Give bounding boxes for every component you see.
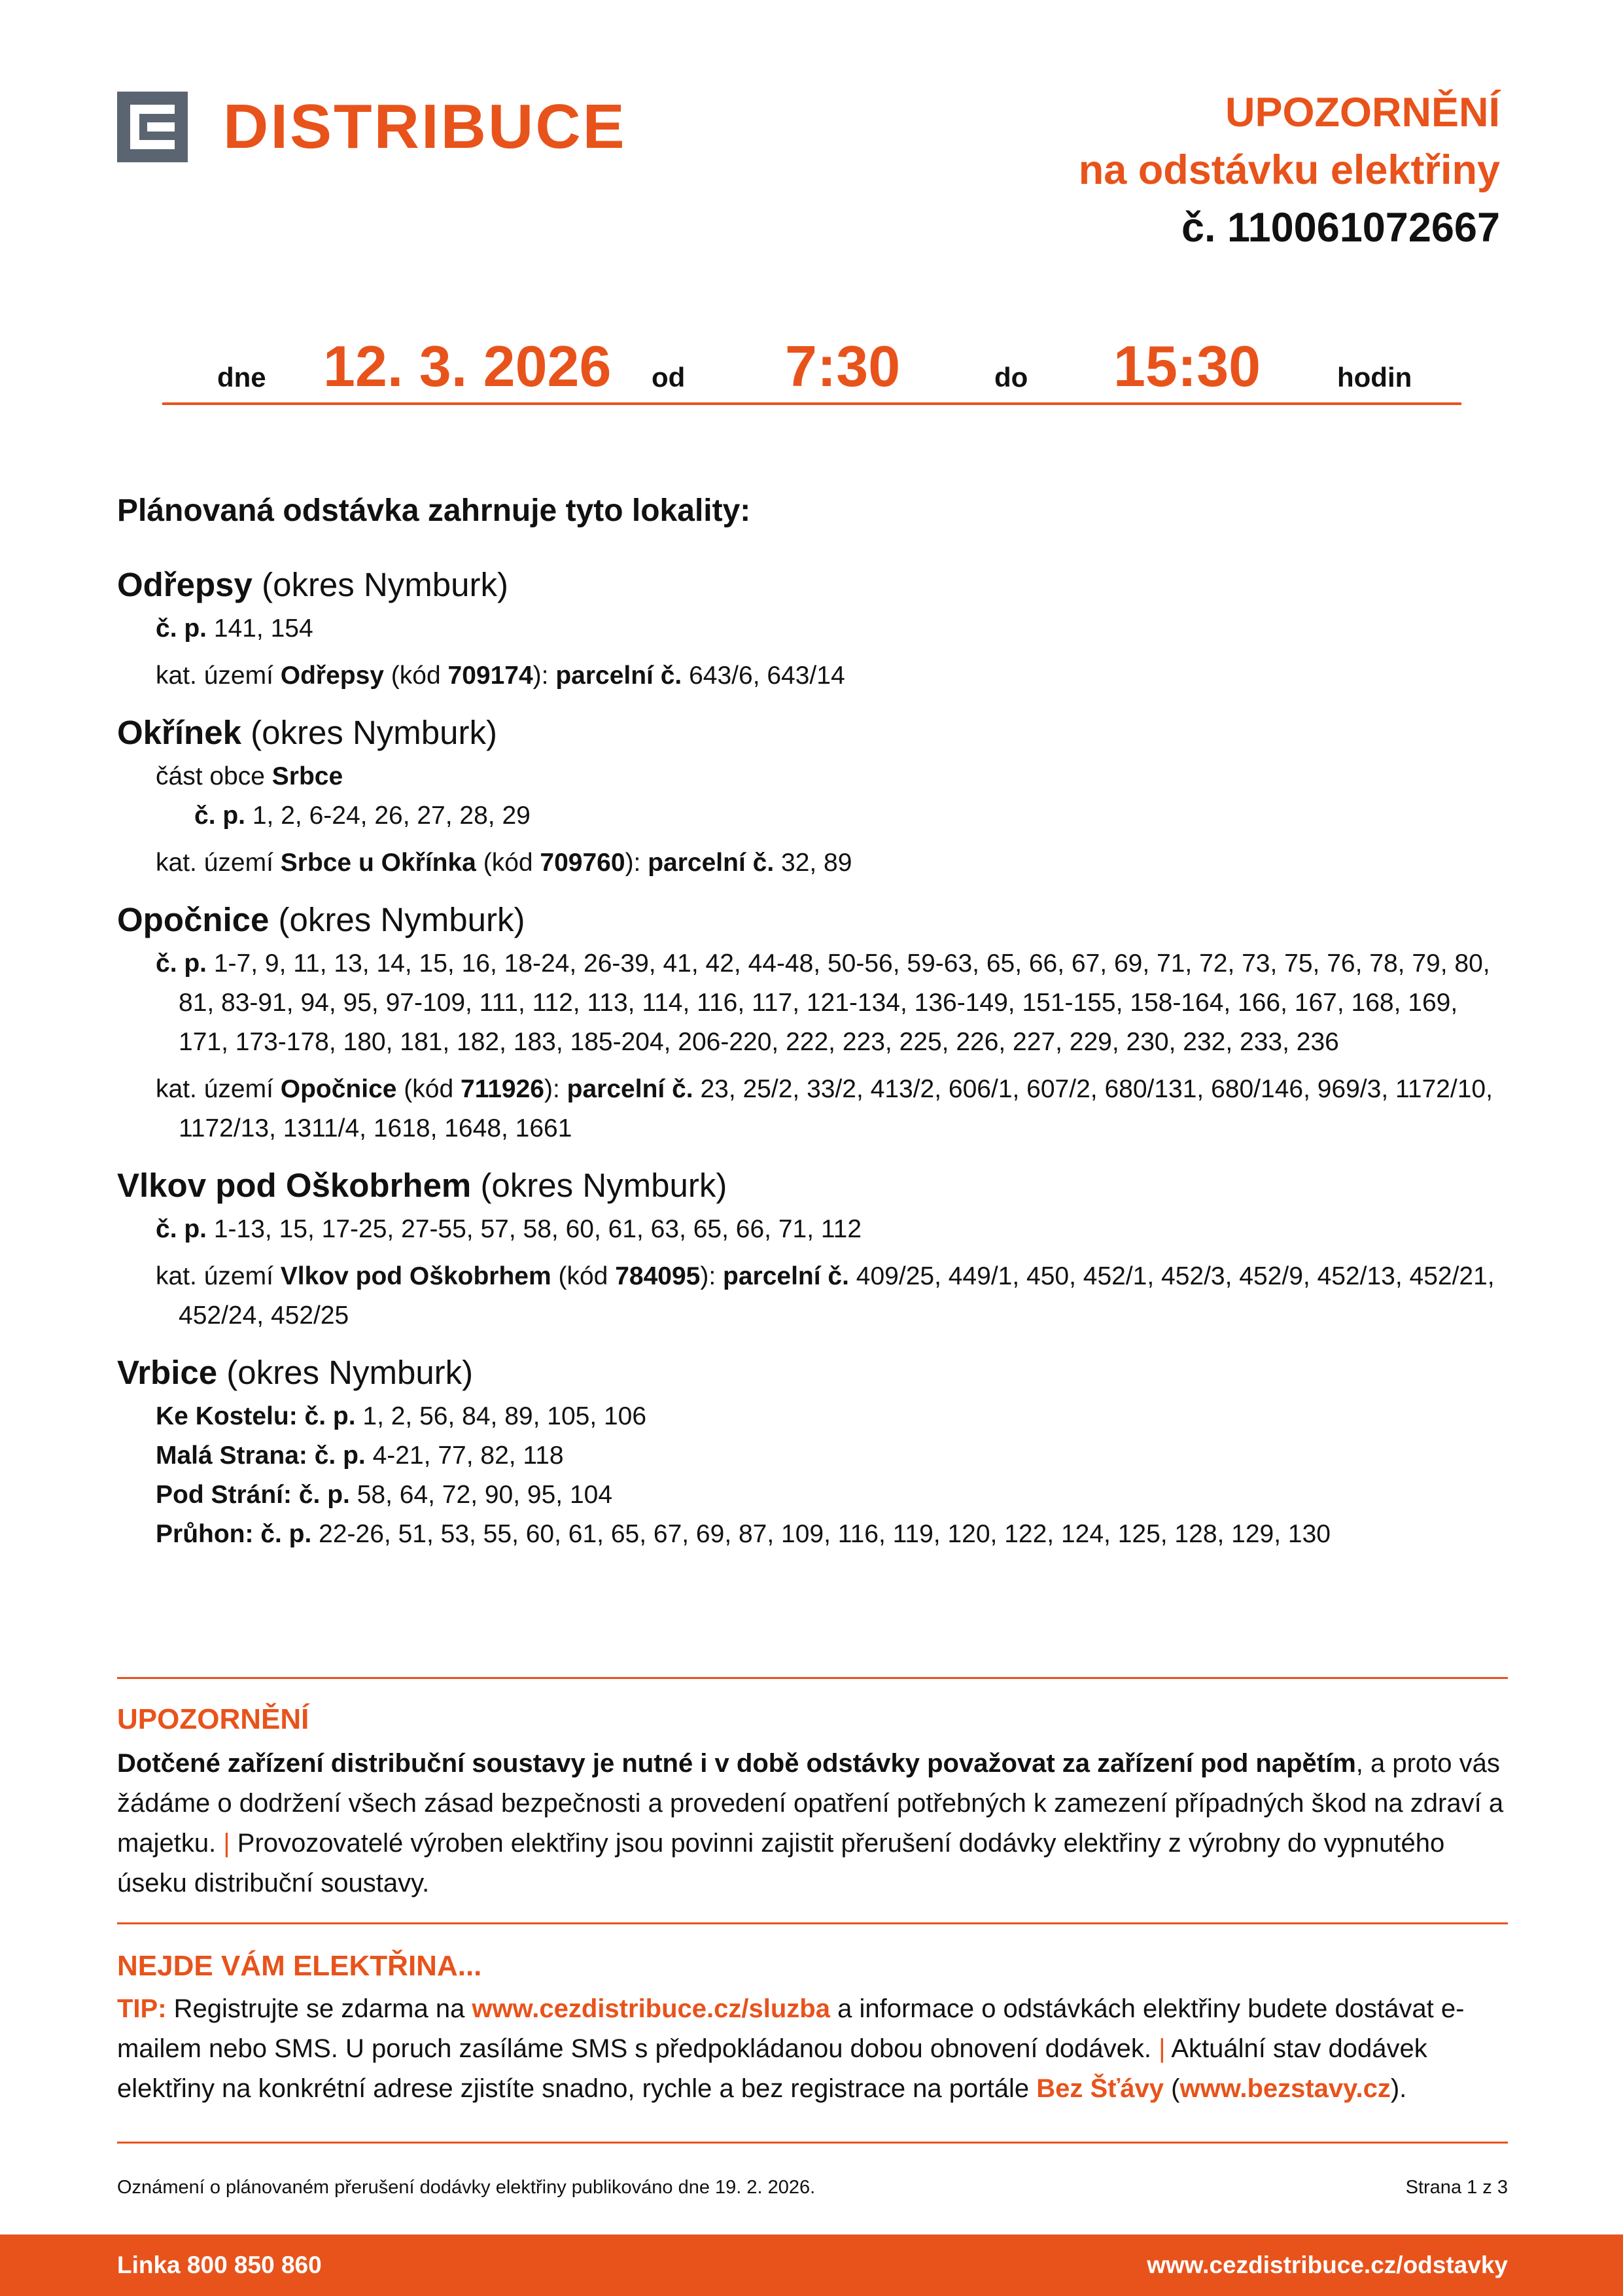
hodin-label: hodin: [1337, 362, 1412, 393]
localities: [117, 487, 1510, 1554]
tip-title: NEJDE VÁM ELEKTŘINA...: [117, 1950, 482, 1982]
notice-title: UPOZORNĚNÍ: [1225, 90, 1500, 135]
locality-vrbice: Vrbice (okres Nymburk): [117, 1354, 474, 1391]
bezstavy-link[interactable]: www.bezstavy.cz: [1179, 2074, 1391, 2103]
footer-bar: [0, 2234, 1623, 2296]
tip-label: TIP:: [117, 1994, 167, 2023]
outage-start-time: 7:30: [785, 334, 901, 398]
dne-label: dne: [217, 362, 266, 393]
vrbice-street: Ke Kostelu: č. p. 1, 2, 56, 84, 89, 105, 106: [156, 1402, 647, 1430]
schedule-band: [162, 327, 1461, 405]
notice-subtitle: na odstávku elektřiny: [1078, 147, 1500, 193]
do-label: do: [994, 362, 1028, 393]
separator: |: [223, 1829, 230, 1858]
opocnice-parcels: kat. území Opočnice (kód 711926): parcelní č. 23, 25/2, 33/2, 413/2, 606/1, 607/2, 680/131, 680/146, 969/3, 1172/10, 1172/13, 1311/4, 1618, 1648, 1661: [156, 1075, 1493, 1142]
outages-link[interactable]: www.cezdistribuce.cz/odstavky: [1147, 2252, 1508, 2278]
tip-text: TIP: Registrujte se zdarma na www.cezdistribuce.cz/sluzba a informace o odstávkách elektřiny budete dostávat e-mailem nebo SMS. U poruch zasíláme SMS s předpokládanou dobou obnovení dodávek. | Aktuální stav dodávek elektřiny na konkrétní adrese zjistíte snadno, rychle a bez registrace na portále Bez Šťávy (www.bezstavy.cz).: [117, 1994, 1465, 2103]
brand-name: DISTRIBUCE: [223, 92, 627, 162]
cez-logo-icon: [117, 92, 188, 162]
vrbice-street: Pod Strání: č. p. 58, 64, 72, 90, 95, 104: [156, 1481, 613, 1509]
vrbice-street: Malá Strana: č. p. 4-21, 77, 82, 118: [156, 1441, 564, 1470]
warning-title: UPOZORNĚNÍ: [117, 1703, 309, 1735]
locality-vlkov: Vlkov pod Oškobrhem (okres Nymburk): [117, 1167, 727, 1204]
odrepsy-house-numbers: č. p. 141, 154: [156, 614, 313, 643]
publication-note: Oznámení o plánovaném přerušení dodávky elektřiny publikováno dne 19. 2. 2026.: [117, 2177, 816, 2198]
outage-end-time: 15:30: [1113, 334, 1261, 398]
service-link[interactable]: www.cezdistribuce.cz/sluzba: [472, 1994, 830, 2023]
localities-heading: Plánovaná odstávka zahrnuje tyto lokality:: [117, 493, 751, 528]
bezstavy-brand: Bez Šťávy: [1036, 2074, 1164, 2103]
brand-logo: [117, 92, 627, 162]
okrinek-parcels: kat. území Srbce u Okřínka (kód 709760): parcelní č. 32, 89: [156, 849, 852, 877]
okrinek-house-numbers: č. p. 1, 2, 6-24, 26, 27, 28, 29: [194, 802, 531, 830]
locality-odrepsy: Odřepsy (okres Nymburk): [117, 566, 508, 603]
divider: [117, 2142, 1508, 2144]
opocnice-house-numbers: č. p. 1-7, 9, 11, 13, 14, 15, 16, 18-24, 26-39, 41, 42, 44-48, 50-56, 59-63, 65, 66, 67, 69, 71, 72, 73, 75, 76, 78, 79, 80, 81, 83-91, 94, 95, 97-109, 111, 112, 113, 114, 116, 117, 121-134, 136-149, 151-155, 158-164, 166, 167, 168, 169, 171, 173-178, 180, 181, 182, 183, 185-204, 206-220, 222, 223, 225, 226, 227, 229, 230, 232, 233, 236: [156, 949, 1490, 1056]
od-label: od: [652, 362, 686, 393]
divider: [117, 1677, 1508, 1679]
locality-opocnice: Opočnice (okres Nymburk): [117, 901, 525, 938]
notice-number: č. 110061072667: [1181, 205, 1500, 251]
separator: |: [1159, 2034, 1166, 2063]
hotline[interactable]: Linka 800 850 860: [117, 2252, 322, 2278]
locality-okrinek: Okřínek (okres Nymburk): [117, 714, 497, 751]
outage-date: 12. 3. 2026: [323, 334, 612, 398]
divider: [117, 1922, 1508, 1924]
okrinek-part: část obce Srbce: [156, 762, 343, 790]
vlkov-house-numbers: č. p. 1-13, 15, 17-25, 27-55, 57, 58, 60, 61, 63, 65, 66, 71, 112: [156, 1215, 862, 1243]
page-indicator: Strana 1 z 3: [1405, 2177, 1508, 2198]
notice-heading: [1079, 84, 1500, 256]
warning-text: Dotčené zařízení distribuční soustavy je nutné i v době odstávky považovat za zařízení pod napětím, a proto vás žádáme o dodržení všech zásad bezpečnosti a provedení opatření potřebných k zamezení případných škod na zdraví a majetku. | Provozovatelé výroben elektřiny jsou povinni zajistit přerušení dodávky elektřiny z výrobny do vypnutého úseku distribuční soustavy.: [117, 1749, 1504, 1898]
vlkov-parcels: kat. území Vlkov pod Oškobrhem (kód 784095): parcelní č. 409/25, 449/1, 450, 452/1, 452/3, 452/9, 452/13, 452/21, 452/24, 452/25: [156, 1262, 1495, 1330]
vrbice-street: Průhon: č. p. 22-26, 51, 53, 55, 60, 61, 65, 67, 69, 87, 109, 116, 119, 120, 122, 124, 125, 128, 129, 130: [156, 1520, 1331, 1548]
odrepsy-parcels: kat. území Odřepsy (kód 709174): parcelní č. 643/6, 643/14: [156, 662, 845, 690]
